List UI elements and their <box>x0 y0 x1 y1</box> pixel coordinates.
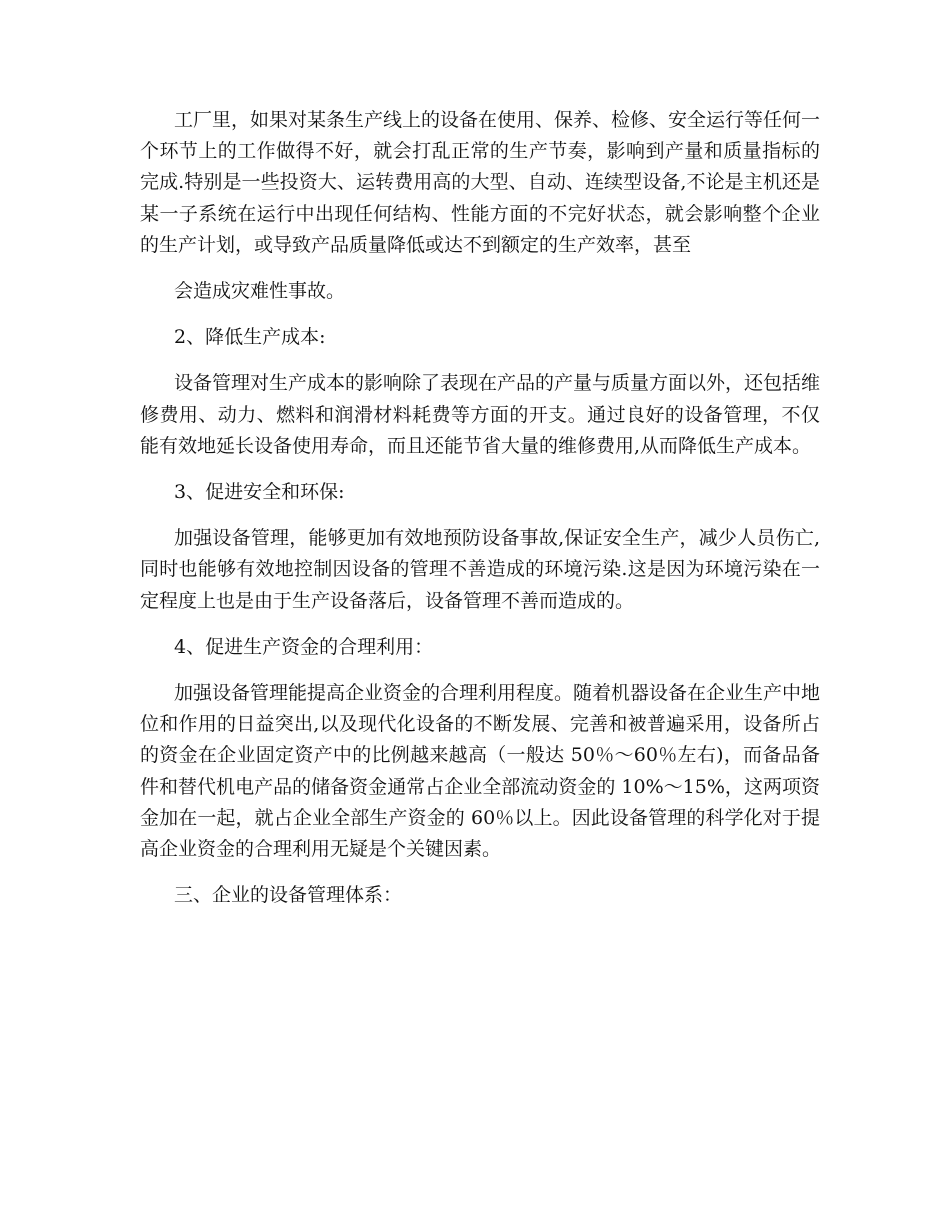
heading-reduce-cost: 2、降低生产成本: <box>174 326 326 349</box>
paragraph-factory-impact: 工厂里，如果对某条生产线上的设备在使用、保养、检修、安全运行等任何一个环节上的工作做得不好，就会打乱正常的生产节奏，影响到产量和质量指标的完成.特别是一些投资大、运转费用高的大型、自动、连续型设备,不论是主机还是某一子系统在运行中出现任何结构、性能方面的不完好状态，就会影响整个企业的生产计划，或导致产品质量降低或达不到额定的生产效率，甚至 <box>140 109 821 256</box>
heading-safety-environment: 3、促进安全和环保: <box>174 481 345 504</box>
paragraph-disaster-continuation: 会造成灾难性事故。 <box>174 280 346 303</box>
document-body <box>140 105 820 911</box>
paragraph-capital-utilization: 加强设备管理能提高企业资金的合理利用程度。随着机器设备在企业生产中地位和作用的日益突出,以及现代化设备的不断发展、完善和被普遍采用，设备所占的资金在企业固定资产中的比例越来越高（一般达 50％～60％左右)，而备品备件和替代机电产品的储备资金通常占企业全部流动资金的 10%～15%，这两项资金加在一起，就占企业全部生产资金的 60％以上。因此设备管理的科学化对于提高企业资金的合理利用无疑是个关键因素。 <box>140 682 821 861</box>
paragraph-reduce-cost: 设备管理对生产成本的影响除了表现在产品的产量与质量方面以外，还包括维修费用、动力、燃料和润滑材料耗费等方面的开支。通过良好的设备管理，不仅能有效地延长设备使用寿命，而且还能节省大量的维修费用,从而降低生产成本。 <box>140 372 821 457</box>
heading-management-system: 三、企业的设备管理体系： <box>174 884 403 907</box>
heading-capital-utilization: 4、促进生产资金的合理利用： <box>174 635 434 658</box>
paragraph-safety-environment: 加强设备管理，能够更加有效地预防设备事故,保证安全生产，减少人员伤亡,同时也能够有效地控制因设备的管理不善造成的环境污染.这是因为环境污染在一定程度上也是由于生产设备落后，设备管理不善而造成的。 <box>140 527 820 612</box>
